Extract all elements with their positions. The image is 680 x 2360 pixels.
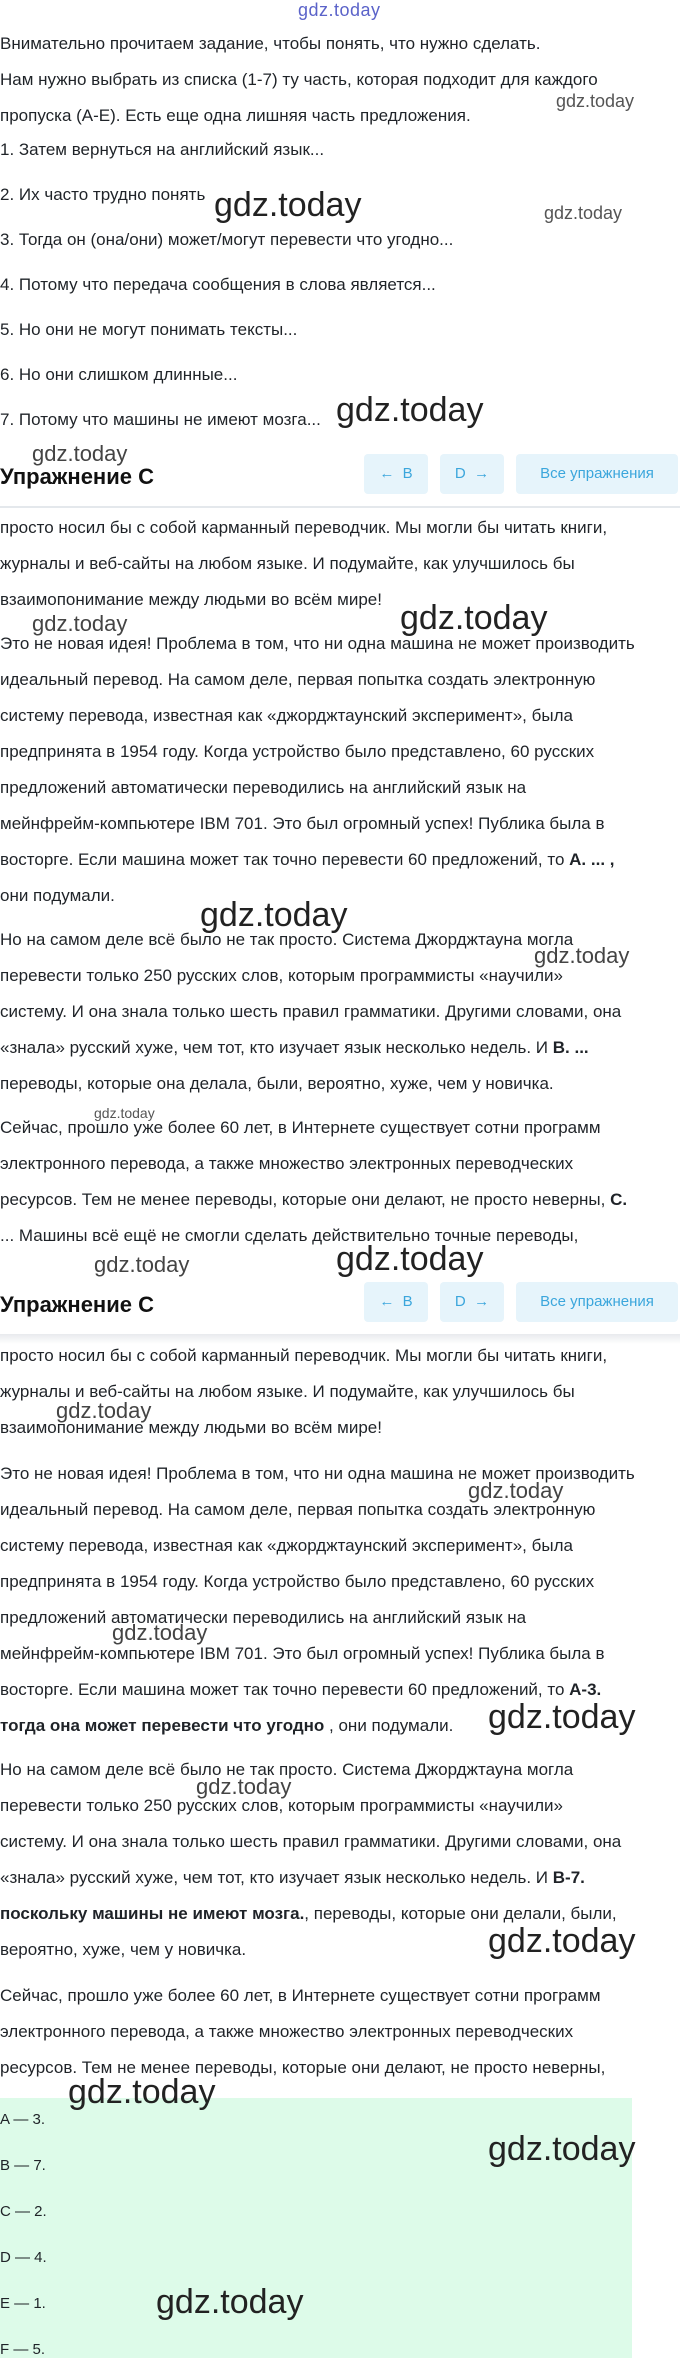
watermark: gdz.today [488, 1922, 636, 1960]
text-line: систему. И она знала только шесть правил грамматики. Другими словами, она [0, 1002, 622, 1021]
text-line: вероятно, хуже, чем у новичка. [0, 1940, 247, 1959]
option-item: 5. Но они не могут понимать тексты... [0, 320, 298, 339]
text-line: идеальный перевод. На самом деле, первая попытка создать электронную [0, 1500, 596, 1519]
watermark: gdz.today [196, 1774, 292, 1799]
text-line: ресурсов. Тем не менее переводы, которые они делают, не просто неверны, [0, 2058, 606, 2077]
arrow-left-icon: ← [379, 465, 395, 482]
text-line: восторге. Если машина может так точно перевести 60 предложений, то A-3. [0, 1680, 602, 1699]
next-exercise-button[interactable]: D → [440, 1282, 504, 1322]
next-exercise-button[interactable]: D → [440, 454, 504, 494]
watermark: gdz.today [32, 611, 128, 636]
site-logo[interactable]: gdz.today [298, 0, 381, 20]
text-line: Но на самом деле всё было не так просто. Система Джорджтауна могла [0, 930, 574, 949]
all-exercises-button[interactable]: Все упражнения [516, 454, 678, 494]
watermark: gdz.today [32, 441, 128, 466]
text-line: переводы, которые она делала, были, вероятно, хуже, чем у новичка. [0, 1074, 554, 1093]
text-line: мейнфрейм-компьютере IBM 701. Это был огромный успех! Публика была в [0, 1644, 605, 1663]
watermark: gdz.today [400, 599, 548, 637]
watermark: gdz.today [156, 2283, 304, 2321]
answer-item: E — 1. [0, 2295, 46, 2312]
exercise-title: Упражнение С [0, 1292, 154, 1317]
exercise-title: Упражнение С [0, 464, 154, 489]
watermark: gdz.today [534, 943, 630, 968]
divider [0, 506, 680, 508]
text-line: систему перевода, известная как «джорджтаунский эксперимент», была [0, 706, 573, 725]
watermark: gdz.today [200, 896, 348, 934]
arrow-left-icon: ← [379, 1293, 395, 1310]
watermark: gdz.today [336, 391, 484, 429]
text-line: предпринята в 1954 году. Когда устройство было представлено, 60 русских [0, 1572, 595, 1591]
intro-text: пропуска (A-E). Есть еще одна лишняя часть предложения. [0, 106, 471, 125]
gap-answer: B-7. [552, 1868, 585, 1887]
option-item: 3. Тогда он (она/они) может/могут перевести что угодно... [0, 230, 454, 249]
text-line: Но на самом деле всё было не так просто. Система Джорджтауна могла [0, 1760, 574, 1779]
text-line: взаимопонимание между людьми во всём мире! [0, 590, 382, 609]
prev-exercise-button[interactable]: ← B [364, 454, 428, 494]
prev-exercise-button[interactable]: ← B [364, 1282, 428, 1322]
answer-item: A — 3. [0, 2111, 46, 2128]
text-line: предложений автоматически переводились на английский язык на [0, 778, 527, 797]
text-line: ресурсов. Тем не менее переводы, которые они делают, не просто неверны, C. [0, 1190, 628, 1209]
watermark: gdz.today [544, 203, 623, 223]
inserted-phrase: тогда она может перевести что угодно [0, 1716, 325, 1735]
inserted-phrase: поскольку машины не имеют мозга. [0, 1904, 305, 1923]
text-line: идеальный перевод. На самом деле, первая попытка создать электронную [0, 670, 596, 689]
answer-item: C — 2. [0, 2203, 47, 2220]
text-line: предложений автоматически переводились на английский язык на [0, 1608, 527, 1627]
text-line: Сейчас, прошло уже более 60 лет, в Интернете существует сотни программ [0, 1118, 601, 1137]
watermark: gdz.today [112, 1620, 208, 1645]
arrow-right-icon: → [474, 1293, 490, 1310]
text-line: журналы и веб-сайты на любом языке. И подумайте, как улучшилось бы [0, 554, 575, 573]
intro-text: Внимательно прочитаем задание, чтобы понять, что нужно сделать. [0, 34, 541, 53]
text-line: журналы и веб-сайты на любом языке. И подумайте, как улучшилось бы [0, 1382, 575, 1401]
option-item: 1. Затем вернуться на английский язык... [0, 140, 325, 159]
watermark: gdz.today [56, 1398, 152, 1423]
all-exercises-button[interactable]: Все упражнения [516, 1282, 678, 1322]
text-line: перевести только 250 русских слов, которым программисты «научили» [0, 966, 563, 985]
text-line: «знала» русский хуже, чем тот, кто изучает язык несколько недель. И B. ... [0, 1038, 589, 1057]
option-item: 4. Потому что передача сообщения в слова является... [0, 275, 436, 294]
watermark: gdz.today [488, 1698, 636, 1736]
text-line: предпринята в 1954 году. Когда устройство было представлено, 60 русских [0, 742, 595, 761]
exercise-toolbar [0, 1278, 680, 1334]
text-line: систему. И она знала только шесть правил грамматики. Другими словами, она [0, 1832, 622, 1851]
text-line: «знала» русский хуже, чем тот, кто изучает язык несколько недель. И B-7. [0, 1868, 585, 1887]
gap-marker: B. ... [552, 1038, 589, 1057]
text-line: электронного перевода, а также множество электронных переводческих [0, 2022, 574, 2041]
watermark: gdz.today [336, 1240, 484, 1278]
arrow-right-icon: → [474, 465, 490, 482]
answer-item: D — 4. [0, 2249, 47, 2266]
text-line: взаимопонимание между людьми во всём мире! [0, 1418, 382, 1437]
option-item: 2. Их часто трудно понять [0, 185, 206, 204]
watermark: gdz.today [468, 1478, 564, 1503]
text-line: просто носил бы с собой карманный переводчик. Мы могли бы читать книги, [0, 518, 608, 537]
answer-item: B — 7. [0, 2157, 46, 2174]
text-line: мейнфрейм-компьютере IBM 701. Это был огромный успех! Публика была в [0, 814, 605, 833]
gap-answer: A-3. [569, 1680, 602, 1699]
text-line: поскольку машины не имеют мозга., переводы, которые они делали, были, [0, 1904, 617, 1923]
option-item: 7. Потому что машины не имеют мозга... [0, 410, 321, 429]
intro-text: Нам нужно выбрать из списка (1-7) ту часть, которая подходит для каждого [0, 70, 598, 89]
watermark: gdz.today [556, 91, 635, 111]
text-line: электронного перевода, а также множество электронных переводческих [0, 1154, 574, 1173]
text-line: систему перевода, известная как «джорджтаунский эксперимент», была [0, 1536, 573, 1555]
gap-marker: A. ... , [569, 850, 615, 869]
watermark: gdz.today [488, 2130, 636, 2168]
gap-marker: C. [610, 1190, 628, 1209]
text-line: они подумали. [0, 886, 115, 905]
watermark: gdz.today [94, 1105, 155, 1121]
watermark: gdz.today [68, 2073, 216, 2111]
text-line: тогда она может перевести что угодно , они подумали. [0, 1716, 454, 1735]
option-item: 6. Но они слишком длинные... [0, 365, 238, 384]
text-line: Сейчас, прошло уже более 60 лет, в Интернете существует сотни программ [0, 1986, 601, 2005]
answer-item: F — 5. [0, 2341, 46, 2358]
text-line: просто носил бы с собой карманный переводчик. Мы могли бы читать книги, [0, 1346, 608, 1365]
watermark: gdz.today [214, 186, 362, 224]
text-line: восторге. Если машина может так точно перевести 60 предложений, то A. ... , [0, 850, 615, 869]
watermark: gdz.today [94, 1252, 190, 1277]
text-line: перевести только 250 русских слов, которым программисты «научили» [0, 1796, 563, 1815]
text-line: Это не новая идея! Проблема в том, что ни одна машина не может производить [0, 634, 635, 653]
text-line: Это не новая идея! Проблема в том, что ни одна машина не может производить [0, 1464, 635, 1483]
text-line: ... Машины всё ещё не смогли сделать действительно точные переводы, [0, 1226, 579, 1245]
